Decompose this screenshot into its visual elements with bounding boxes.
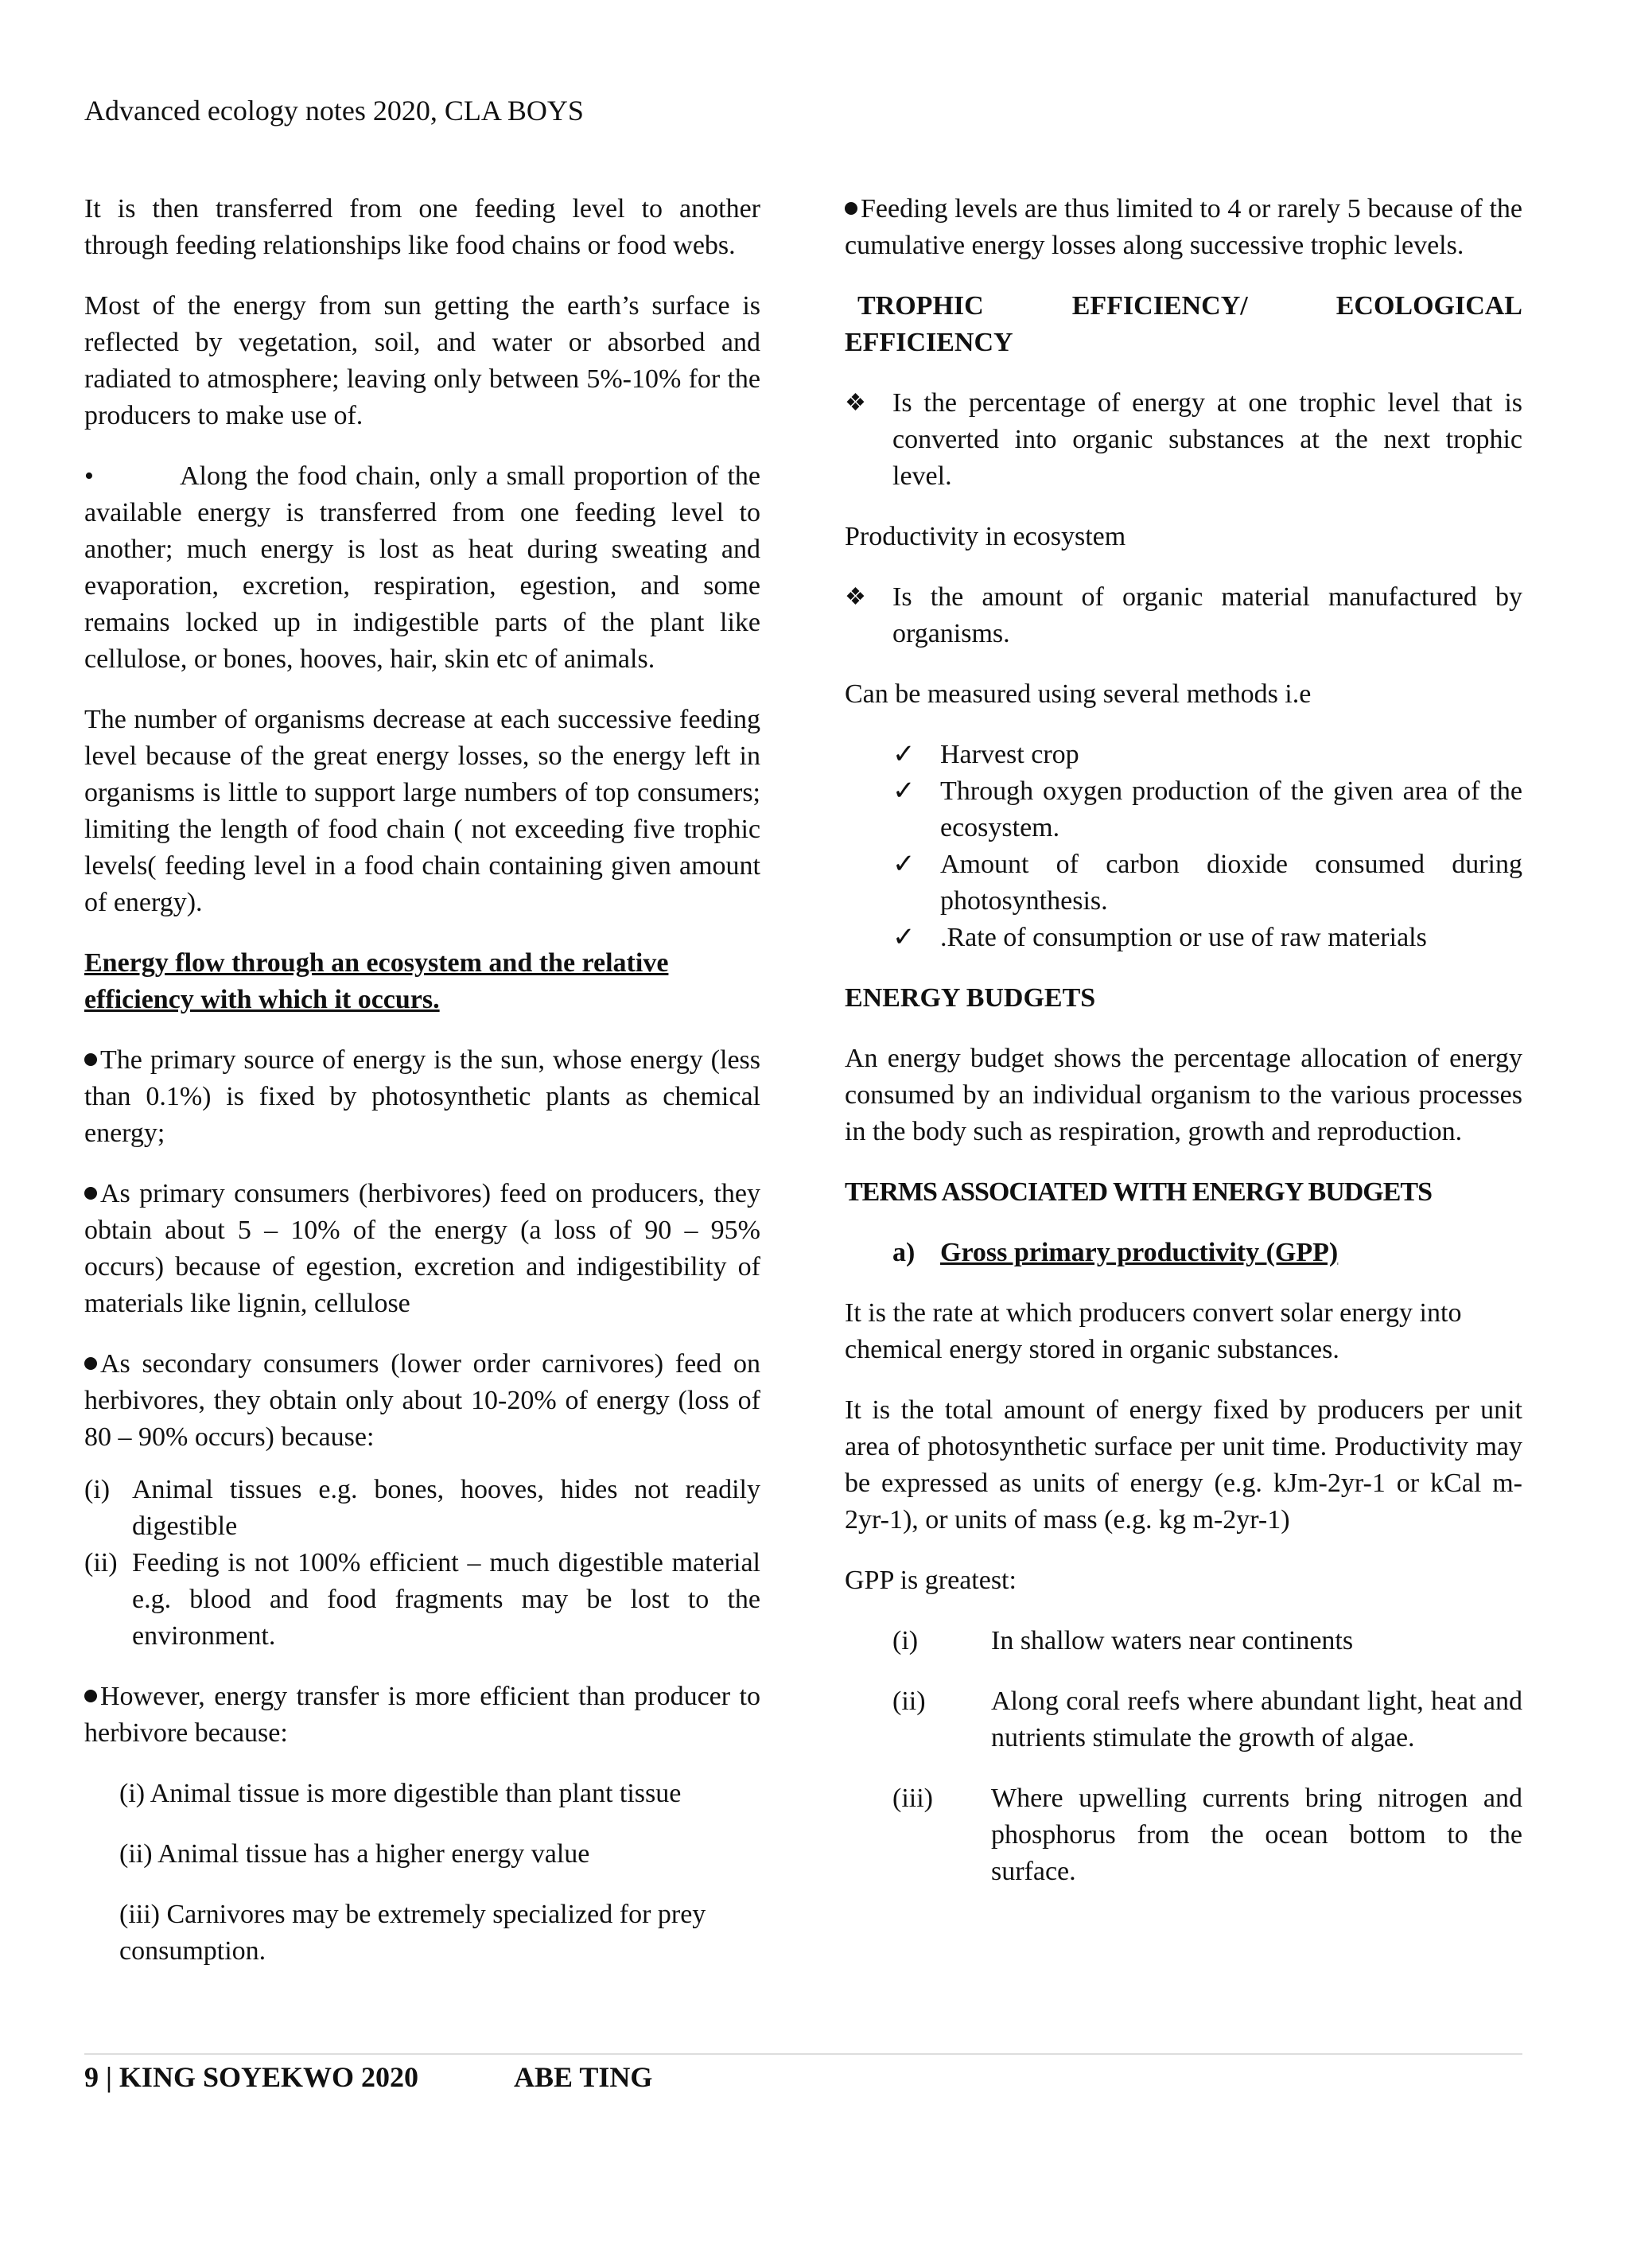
trophic-efficiency-heading [845, 288, 1522, 361]
bullet-text: As secondary consumers (lower order carnivores) feed on herbivores, they obtain only about 10-20% of energy (loss of 80 – 90% occurs) because: [84, 1349, 760, 1452]
bullet-dot-icon [845, 202, 857, 215]
list-item-text: Along coral reefs where abundant light, heat and nutrients stimulate the growth of algae. [991, 1686, 1522, 1753]
list-item [892, 737, 1522, 773]
paragraph: Along the food chain, only a small proportion of the available energy is transferred from one feeding level to another; much energy is lost as heat during sweating and evaporation, excretion, respiration, egestion, and some remains locked up in indigestible parts of the plant like cellulose, or bones, hooves, hair, skin etc of animals. [84, 461, 760, 674]
paragraph: It is the total amount of energy fixed by producers per unit area of photosynthetic surface per unit time. Productivity may be expressed as units of energy (e.g. kJm-2yr-1 or kCal m-2yr-1), or units of mass (e.g. kg m-2yr-1) [845, 1395, 1522, 1535]
diamond-bullet-icon: ❖ [845, 390, 866, 416]
bullet-dot-icon [84, 1690, 97, 1702]
right-column [845, 191, 1522, 1914]
list-item-text: Through oxygen production of the given area of the ecosystem. [940, 776, 1522, 842]
bullet-point [84, 1679, 760, 1752]
methods-list [892, 737, 1522, 956]
left-column [84, 191, 760, 1994]
paragraph: Productivity in ecosystem [845, 522, 1126, 551]
list-item-text: In shallow waters near continents [991, 1626, 1354, 1655]
check-icon: ✓ [892, 850, 916, 879]
list-item-text: Amount of carbon dioxide consumed during photosynthesis. [940, 850, 1522, 916]
heading-word: TROPHIC [857, 291, 984, 321]
list-item [84, 1472, 760, 1545]
paragraph: The number of organisms decrease at each successive feeding level because of the great energy losses, so the energy left in organisms is little to support large numbers of top consumers; limiting the length of food chain ( not exceeding five trophic levels( feeding level in a food chain containing given amount of energy). [84, 705, 760, 917]
list-item-label: (iii) [892, 1784, 933, 1813]
list-item-label: (i) [892, 1626, 919, 1655]
list-item-text: Harvest crop [940, 740, 1079, 769]
because-item: (iii) Carnivores may be extremely specialized for prey consumption. [119, 1900, 706, 1966]
because-item: (ii) Animal tissue has a higher energy value [119, 1839, 590, 1869]
list-item-text: Where upwelling currents bring nitrogen and phosphorus from the ocean bottom to the surface. [991, 1784, 1522, 1886]
bullet-text: However, energy transfer is more efficient than producer to herbivore because: [84, 1682, 760, 1748]
definition-text: Is the percentage of energy at one trophic level that is converted into organic substances at the next trophic level. [892, 388, 1522, 491]
list-item [892, 773, 1522, 846]
section-heading: ENERGY BUDGETS [845, 983, 1096, 1013]
definition-item [845, 579, 1522, 652]
bullet-text: Feeding levels are thus limited to 4 or rarely 5 because of the cumulative energy losses along successive trophic levels. [845, 194, 1522, 260]
footer-author: ABE TING [513, 2061, 653, 2093]
bullet-dot-icon [84, 1357, 97, 1370]
paragraph: It is then transferred from one feeding level to another through feeding relationships like food chains or food webs. [84, 194, 760, 260]
list-item [892, 920, 1522, 956]
list-item-text: .Rate of consumption or use of raw materials [940, 923, 1427, 952]
page-footer [84, 2060, 652, 2094]
reasons-list [84, 1472, 760, 1655]
definition-text: Is the amount of organic material manufactured by organisms. [892, 582, 1522, 648]
diamond-bullet-icon: ❖ [845, 584, 866, 610]
list-item-label: (i) [84, 1475, 111, 1504]
because-item: (i) Animal tissue is more digestible than plant tissue [119, 1779, 682, 1808]
heading-line [845, 288, 1522, 325]
bullet-text: The primary source of energy is the sun, whose energy (less than 0.1%) is fixed by photosynthetic plants as chemical energy; [84, 1045, 760, 1148]
subsection-title: Gross primary productivity (GPP) [940, 1238, 1339, 1267]
heading-line: EFFICIENCY [845, 328, 1013, 357]
check-icon: ✓ [892, 923, 916, 952]
list-item [892, 846, 1522, 920]
check-icon: ✓ [892, 740, 916, 769]
list-item-label: (ii) [84, 1548, 118, 1577]
bullet-point [84, 1042, 760, 1152]
definition-item [845, 385, 1522, 495]
heading-word: ECOLOGICAL [1335, 291, 1522, 321]
bullet-text: As primary consumers (herbivores) feed on producers, they obtain about 5 – 10% of the energy (a loss of 90 – 95% occurs) because of egestion, excretion and indigestibility of materials like lignin, cellulose [84, 1179, 760, 1318]
paragraph: An energy budget shows the percentage allocation of energy consumed by an individual organism to the various processes in the body such as respiration, growth and reproduction. [845, 1044, 1522, 1146]
section-heading: TERMS ASSOCIATED WITH ENERGY BUDGETS [845, 1177, 1433, 1207]
list-item-text: Feeding is not 100% efficient – much digestible material e.g. blood and food fragments may be lost to the environment. [132, 1548, 760, 1651]
list-item [892, 1780, 1522, 1890]
subsection-label: a) [892, 1238, 916, 1267]
list-item [892, 1623, 1522, 1659]
list-item-text: Animal tissues e.g. bones, hooves, hides not readily digestible [132, 1475, 760, 1541]
footer-page-info: 9 | KING SOYEKWO 2020 [84, 2061, 418, 2093]
check-icon: ✓ [892, 776, 916, 806]
list-item-label: (ii) [892, 1686, 926, 1716]
bullet-icon: • [84, 461, 94, 491]
page-header: Advanced ecology notes 2020, CLA BOYS [84, 95, 584, 126]
bullet-point [845, 191, 1522, 264]
bullet-dot-icon [84, 1053, 97, 1066]
bullet-dot-icon [84, 1187, 97, 1200]
paragraph: GPP is greatest: [845, 1566, 1017, 1595]
paragraph: Most of the energy from sun getting the earth’s surface is reflected by vegetation, soil, and water or absorbed and radiated to atmosphere; leaving only between 5%-10% for the producers to make use of. [84, 291, 760, 430]
heading-word: EFFICIENCY/ [1071, 291, 1248, 321]
bullet-point [84, 1176, 760, 1322]
bullet-point [84, 1346, 760, 1456]
section-heading: Energy flow through an ecosystem and the relative efficiency with which it occurs. [84, 948, 669, 1014]
paragraph: Can be measured using several methods i.e [845, 679, 1312, 709]
paragraph: It is the rate at which producers convert solar energy into chemical energy stored in organic substances. [845, 1298, 1462, 1364]
footer-divider [84, 2053, 1522, 2055]
list-item [84, 1545, 760, 1655]
subsection-heading [892, 1235, 1522, 1271]
list-item [892, 1683, 1522, 1756]
